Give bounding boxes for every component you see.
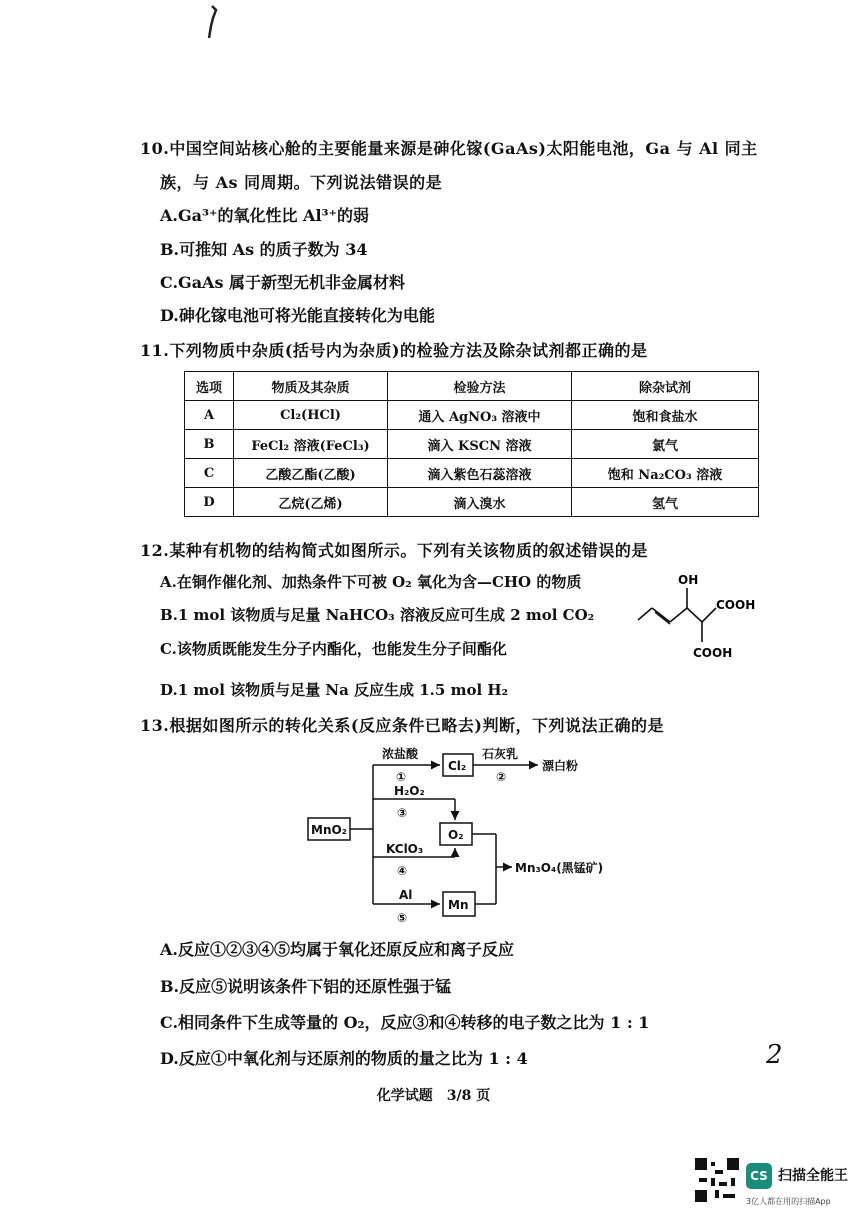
q11-stem: 11.下列物质中杂质(括号内为杂质)的检验方法及除杂试剂都正确的是 <box>140 341 648 360</box>
q10-option-b: B.可推知 As 的质子数为 34 <box>160 240 368 259</box>
qr-code-icon <box>695 1158 739 1202</box>
oh-label: OH <box>678 573 699 587</box>
table-cell: D <box>185 488 234 517</box>
table-row <box>185 459 759 488</box>
cooh-label-1: COOH <box>716 598 756 612</box>
table-row <box>185 488 759 517</box>
q13-stem: 13.根据如图所示的转化关系(反应条件已略去)判断，下列说法正确的是 <box>140 716 664 735</box>
r4-reagent: KClO₃ <box>386 842 424 856</box>
q10-stem-line2: 族，与 As 同周期。下列说法错误的是 <box>160 173 443 192</box>
table-header-row <box>185 372 759 401</box>
header-cell: 检验方法 <box>388 372 572 401</box>
table-cell: FeCl₂ 溶液(FeCl₃) <box>234 430 388 459</box>
mn-label: Mn <box>448 898 469 912</box>
table-cell: 氯气 <box>572 430 759 459</box>
cl2-label: Cl₂ <box>448 759 467 773</box>
q10-option-a: A.Ga³⁺的氧化性比 Al³⁺的弱 <box>160 206 369 225</box>
q12-stem: 12.某种有机物的结构简式如图所示。下列有关该物质的叙述错误的是 <box>140 541 648 560</box>
table-cell: A <box>185 401 234 430</box>
q12-option-c: C.该物质既能发生分子内酯化，也能发生分子间酯化 <box>160 640 507 658</box>
table-cell: B <box>185 430 234 459</box>
q13-option-b: B.反应⑤说明该条件下铝的还原性强于锰 <box>160 977 452 996</box>
r3-reagent: H₂O₂ <box>394 784 425 798</box>
table-cell: 饱和 Na₂CO₃ 溶液 <box>572 459 759 488</box>
header-cell: 除杂试剂 <box>572 372 759 401</box>
q10-option-c: C.GaAs 属于新型无机非金属材料 <box>160 273 406 292</box>
q13-option-a: A.反应①②③④⑤均属于氧化还原反应和离子反应 <box>160 940 514 959</box>
mno2-label: MnO₂ <box>311 823 347 837</box>
table-cell: 氢气 <box>572 488 759 517</box>
header-cell: 选项 <box>185 372 234 401</box>
table-cell: 滴入 KSCN 溶液 <box>388 430 572 459</box>
header-cell: 物质及其杂质 <box>234 372 388 401</box>
scanner-tagline: 3亿人都在用的扫描App <box>746 1197 831 1206</box>
r2-num: ② <box>496 770 507 784</box>
r4-num: ④ <box>397 864 408 878</box>
r3-num: ③ <box>397 806 408 820</box>
scanner-logo: CS <box>746 1163 772 1189</box>
table-row <box>185 430 759 459</box>
bleach-label: 漂白粉 <box>542 759 579 773</box>
r2-reagent: 石灰乳 <box>482 747 519 761</box>
scanner-brand-name: 扫描全能王 <box>778 1168 848 1184</box>
table-cell: 乙酸乙酯(乙酸) <box>234 459 388 488</box>
table-cell: 乙烷(乙烯) <box>234 488 388 517</box>
table-cell: 通入 AgNO₃ 溶液中 <box>388 401 572 430</box>
q12-structure-diagram <box>630 568 770 668</box>
q13-option-c: C.相同条件下生成等量的 O₂，反应③和④转移的电子数之比为 1 : 1 <box>160 1013 650 1032</box>
r5-reagent: Al <box>399 888 413 902</box>
r1-reagent: 浓盐酸 <box>382 747 419 761</box>
handwritten-page-mark: 2 <box>766 1040 783 1070</box>
q10-stem-line1: 10.中国空间站核心舱的主要能量来源是砷化镓(GaAs)太阳能电池，Ga 与 Al 同主 <box>140 139 758 158</box>
page-footer: 化学试题 3/8 页 <box>376 1088 491 1104</box>
table-cell: 饱和食盐水 <box>572 401 759 430</box>
table-cell: 滴入溴水 <box>388 488 572 517</box>
q13-conversion-diagram <box>300 740 640 930</box>
o2-label: O₂ <box>448 828 464 842</box>
q11-table <box>184 371 759 517</box>
table-cell: 滴入紫色石蕊溶液 <box>388 459 572 488</box>
cooh-label-2: COOH <box>693 646 733 660</box>
r5-num: ⑤ <box>397 911 408 925</box>
table-cell: Cl₂(HCl) <box>234 401 388 430</box>
table-row <box>185 401 759 430</box>
q12-option-d: D.1 mol 该物质与足量 Na 反应生成 1.5 mol H₂ <box>160 681 509 699</box>
product-label: Mn₃O₄(黑锰矿) <box>515 861 604 875</box>
table-cell: C <box>185 459 234 488</box>
r1-num: ① <box>396 770 407 784</box>
q12-option-b: B.1 mol 该物质与足量 NaHCO₃ 溶液反应可生成 2 mol CO₂ <box>160 606 595 624</box>
q10-option-d: D.砷化镓电池可将光能直接转化为电能 <box>160 306 435 325</box>
q12-option-a: A.在铜作催化剂、加热条件下可被 O₂ 氧化为含—CHO 的物质 <box>160 573 582 591</box>
ink-speck <box>200 4 220 44</box>
q13-option-d: D.反应①中氧化剂与还原剂的物质的量之比为 1 : 4 <box>160 1049 528 1068</box>
